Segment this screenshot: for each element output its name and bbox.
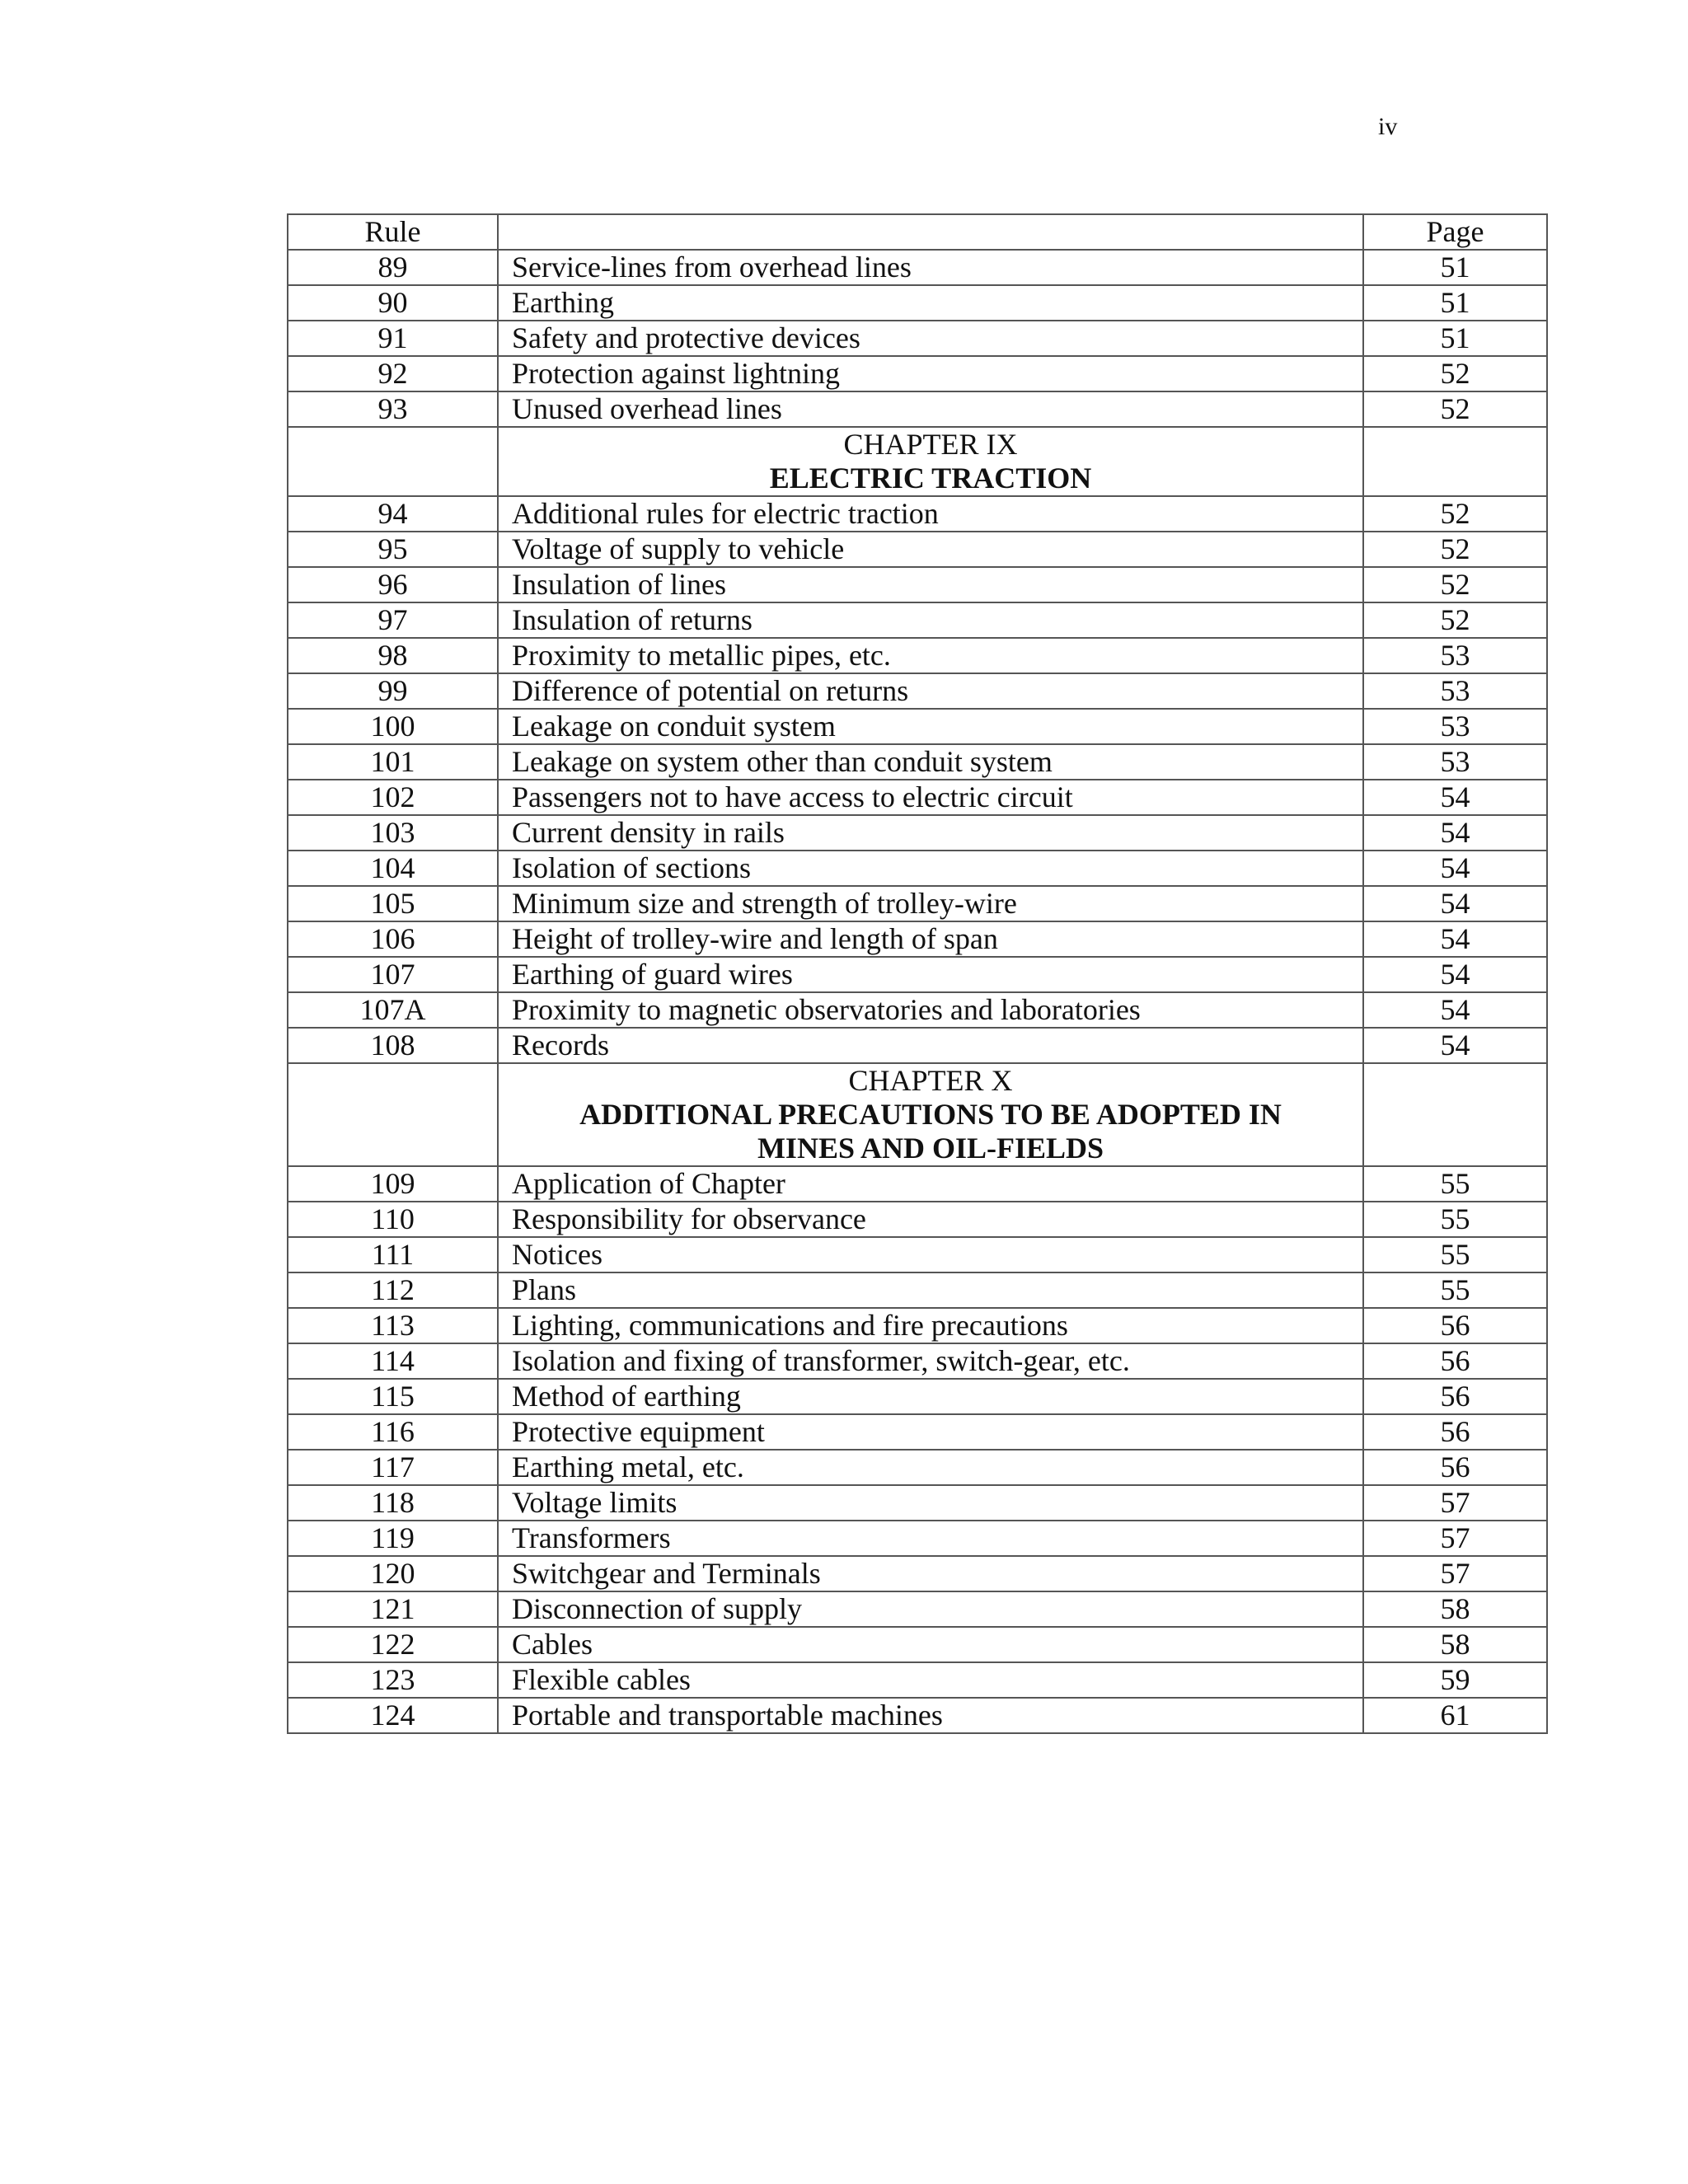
rule-number: 102 [288, 780, 498, 815]
table-row [288, 250, 1547, 285]
rule-title: Portable and transportable machines [498, 1698, 1363, 1733]
rule-title: Disconnection of supply [498, 1591, 1363, 1627]
rule-title: Insulation of returns [498, 602, 1363, 638]
chapter-label: CHAPTER X [848, 1064, 1013, 1097]
rule-title: Minimum size and strength of trolley-wire [498, 886, 1363, 921]
rule-number: 89 [288, 250, 498, 285]
page-number-cell: 56 [1363, 1343, 1547, 1379]
page-number-cell: 57 [1363, 1485, 1547, 1521]
table-row [288, 321, 1547, 356]
page-number-cell: 51 [1363, 321, 1547, 356]
chapter-rule-cell [288, 427, 498, 496]
rule-title: Earthing [498, 285, 1363, 321]
rule-title: Leakage on system other than conduit system [498, 744, 1363, 780]
page-number-cell: 55 [1363, 1237, 1547, 1272]
page-number-cell: 51 [1363, 285, 1547, 321]
rule-title: Proximity to magnetic observatories and laboratories [498, 992, 1363, 1028]
page-number-cell: 54 [1363, 1028, 1547, 1063]
rule-number: 112 [288, 1272, 498, 1308]
rule-number: 95 [288, 532, 498, 567]
table-row [288, 1627, 1547, 1662]
table-row [288, 356, 1547, 391]
page-number-cell: 57 [1363, 1556, 1547, 1591]
page-number-cell: 56 [1363, 1414, 1547, 1450]
page-number-cell: 54 [1363, 921, 1547, 957]
page-number-cell: 53 [1363, 709, 1547, 744]
rule-number: 116 [288, 1414, 498, 1450]
rule-title: Isolation and fixing of transformer, switch-gear, etc. [498, 1343, 1363, 1379]
page-number-cell: 53 [1363, 673, 1547, 709]
page-number: iv [1378, 113, 1398, 140]
page-number-cell: 59 [1363, 1662, 1547, 1698]
page-number-cell: 61 [1363, 1698, 1547, 1733]
rule-number: 119 [288, 1521, 498, 1556]
rule-number: 96 [288, 567, 498, 602]
rule-number: 92 [288, 356, 498, 391]
table-row [288, 709, 1547, 744]
chapter-heading-row [288, 1063, 1547, 1166]
page-number-cell: 56 [1363, 1308, 1547, 1343]
rule-number: 115 [288, 1379, 498, 1414]
rule-number: 90 [288, 285, 498, 321]
page-number-cell: 52 [1363, 391, 1547, 427]
table-row [288, 957, 1547, 992]
rule-number: 107 [288, 957, 498, 992]
rule-number: 109 [288, 1166, 498, 1202]
table-row [288, 638, 1547, 673]
rule-title: Protection against lightning [498, 356, 1363, 391]
rule-title: Safety and protective devices [498, 321, 1363, 356]
rule-title: Earthing metal, etc. [498, 1450, 1363, 1485]
rule-title: Transformers [498, 1521, 1363, 1556]
table-row [288, 1166, 1547, 1202]
table-row [288, 1028, 1547, 1063]
table-row [288, 567, 1547, 602]
rule-number: 117 [288, 1450, 498, 1485]
page-number-cell: 55 [1363, 1202, 1547, 1237]
rule-number: 113 [288, 1308, 498, 1343]
page-number-cell: 54 [1363, 851, 1547, 886]
page-number-cell: 53 [1363, 744, 1547, 780]
contents-table-body [288, 250, 1547, 1733]
rule-title: Records [498, 1028, 1363, 1063]
rule-number: 103 [288, 815, 498, 851]
rule-number: 99 [288, 673, 498, 709]
rule-number: 91 [288, 321, 498, 356]
table-header-row [288, 214, 1547, 250]
rule-title: Difference of potential on returns [498, 673, 1363, 709]
table-row [288, 1272, 1547, 1308]
page-number-cell: 54 [1363, 992, 1547, 1028]
rule-number: 101 [288, 744, 498, 780]
page-number-cell: 51 [1363, 250, 1547, 285]
chapter-page-cell [1363, 1063, 1547, 1166]
rule-title: Cables [498, 1627, 1363, 1662]
page-number-cell: 54 [1363, 886, 1547, 921]
table-row [288, 851, 1547, 886]
rule-number: 108 [288, 1028, 498, 1063]
page-number-cell: 52 [1363, 496, 1547, 532]
rule-title: Voltage of supply to vehicle [498, 532, 1363, 567]
rule-title: Proximity to metallic pipes, etc. [498, 638, 1363, 673]
rule-title: Application of Chapter [498, 1166, 1363, 1202]
rule-number: 111 [288, 1237, 498, 1272]
page-number-cell: 52 [1363, 356, 1547, 391]
table-row [288, 886, 1547, 921]
contents-table [287, 213, 1548, 1734]
rule-title: Notices [498, 1237, 1363, 1272]
table-row [288, 1556, 1547, 1591]
rule-number: 106 [288, 921, 498, 957]
page-number-cell: 58 [1363, 1627, 1547, 1662]
rule-title: Insulation of lines [498, 567, 1363, 602]
rule-column-header: Rule [288, 214, 498, 250]
rule-title: Current density in rails [498, 815, 1363, 851]
chapter-heading-row [288, 427, 1547, 496]
rule-number: 121 [288, 1591, 498, 1627]
rule-number: 98 [288, 638, 498, 673]
rule-number: 110 [288, 1202, 498, 1237]
page-number-cell: 55 [1363, 1272, 1547, 1308]
rule-title: Passengers not to have access to electric circuit [498, 780, 1363, 815]
page-number-cell: 54 [1363, 957, 1547, 992]
rule-number: 107A [288, 992, 498, 1028]
rule-title: Height of trolley-wire and length of span [498, 921, 1363, 957]
rule-number: 122 [288, 1627, 498, 1662]
rule-number: 104 [288, 851, 498, 886]
chapter-heading: ELECTRIC TRACTION [769, 462, 1092, 494]
table-row [288, 921, 1547, 957]
page-number-cell: 58 [1363, 1591, 1547, 1627]
table-row [288, 992, 1547, 1028]
page-number-cell: 55 [1363, 1166, 1547, 1202]
table-row [288, 1379, 1547, 1414]
page-number-cell: 57 [1363, 1521, 1547, 1556]
table-row [288, 815, 1547, 851]
rule-title: Additional rules for electric traction [498, 496, 1363, 532]
page-number-cell: 56 [1363, 1379, 1547, 1414]
table-row [288, 1485, 1547, 1521]
table-row [288, 1591, 1547, 1627]
chapter-label: CHAPTER IX [843, 428, 1018, 461]
table-row [288, 602, 1547, 638]
table-row [288, 496, 1547, 532]
chapter-title-cell [498, 427, 1363, 496]
rule-title: Switchgear and Terminals [498, 1556, 1363, 1591]
table-row [288, 1237, 1547, 1272]
page-number-cell: 54 [1363, 780, 1547, 815]
rule-title: Protective equipment [498, 1414, 1363, 1450]
rule-title: Method of earthing [498, 1379, 1363, 1414]
rule-title: Leakage on conduit system [498, 709, 1363, 744]
page-number-cell: 56 [1363, 1450, 1547, 1485]
rule-title: Unused overhead lines [498, 391, 1363, 427]
table-row [288, 285, 1547, 321]
page-column-header: Page [1363, 214, 1547, 250]
table-row [288, 1450, 1547, 1485]
rule-number: 114 [288, 1343, 498, 1379]
rule-number: 123 [288, 1662, 498, 1698]
rule-title: Isolation of sections [498, 851, 1363, 886]
table-row [288, 1414, 1547, 1450]
page-number-cell: 52 [1363, 532, 1547, 567]
table-row [288, 1202, 1547, 1237]
title-column-header [498, 214, 1363, 250]
table-row [288, 391, 1547, 427]
rule-number: 120 [288, 1556, 498, 1591]
table-row [288, 1698, 1547, 1733]
table-row [288, 532, 1547, 567]
rule-number: 124 [288, 1698, 498, 1733]
table-row [288, 1343, 1547, 1379]
rule-number: 118 [288, 1485, 498, 1521]
table-row [288, 1521, 1547, 1556]
rule-number: 93 [288, 391, 498, 427]
rule-number: 94 [288, 496, 498, 532]
table-row [288, 1662, 1547, 1698]
page-number-cell: 52 [1363, 567, 1547, 602]
rule-title: Responsibility for observance [498, 1202, 1363, 1237]
page-number-cell: 53 [1363, 638, 1547, 673]
chapter-heading: ADDITIONAL PRECAUTIONS TO BE ADOPTED IN MINES AND OIL-FIELDS [579, 1098, 1282, 1165]
table-row [288, 744, 1547, 780]
table-row [288, 673, 1547, 709]
rule-title: Service-lines from overhead lines [498, 250, 1363, 285]
rule-title: Plans [498, 1272, 1363, 1308]
rule-title: Earthing of guard wires [498, 957, 1363, 992]
rule-title: Lighting, communications and fire precautions [498, 1308, 1363, 1343]
chapter-rule-cell [288, 1063, 498, 1166]
rule-number: 100 [288, 709, 498, 744]
chapter-title-cell [498, 1063, 1363, 1166]
table-row [288, 780, 1547, 815]
rule-number: 105 [288, 886, 498, 921]
page-number-cell: 52 [1363, 602, 1547, 638]
page-number-cell: 54 [1363, 815, 1547, 851]
table-row [288, 1308, 1547, 1343]
rule-title: Voltage limits [498, 1485, 1363, 1521]
rule-number: 97 [288, 602, 498, 638]
chapter-page-cell [1363, 427, 1547, 496]
rule-title: Flexible cables [498, 1662, 1363, 1698]
